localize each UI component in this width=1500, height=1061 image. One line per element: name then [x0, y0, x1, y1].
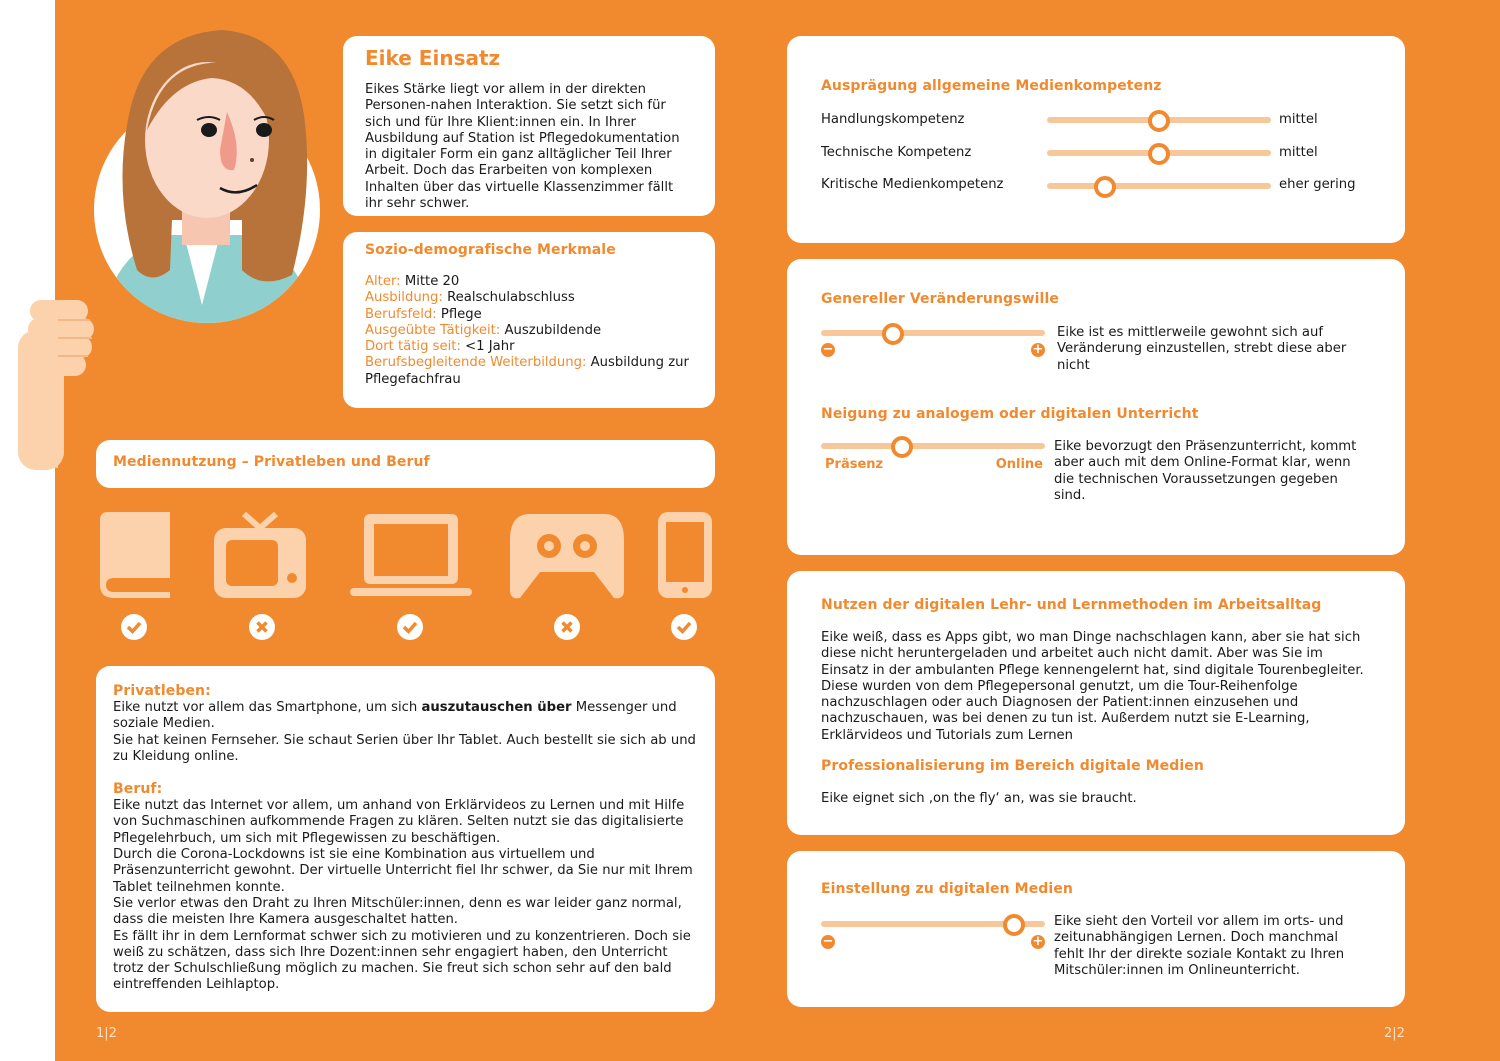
socio-list	[365, 274, 693, 388]
socio-row-activity: Ausgeübte Tätigkeit: Auszubildende	[365, 322, 602, 338]
gamepad-cross-icon	[554, 614, 580, 640]
private-text-2: Sie hat keinen Fernseher. Sie schaut Serien über Ihr Tablet. Auch bestellt sie sich ab und zu Kleidung online.	[113, 732, 696, 764]
digital-text: Eike weiß, dass es Apps gibt, wo man Dinge nachschlagen kann, aber sie hat sich diese nicht heruntergeladen und arbeitet auch nicht damit. Aber was Sie im Einsatz in der ambulanten Pflege kennengelernt hat, sind digitale Tourenbegleiter. Diese wurden von dem Pflegepersonal genutzt, um die Tour-Reihenfolge nachzuschlagen oder auch Diagnosen der Patient:innen einzusehen und nachzuschauen, was bei denen zu tun ist. Außerdem nutzt sie E-Learning, Erklärvideos und Tutorials zum Lernen	[821, 630, 1364, 743]
analog-left-label: Präsenz	[825, 457, 884, 472]
professional-text: Eike eignet sich ‚on the fly‘ an, was sie braucht.	[821, 791, 1137, 806]
socio-row-field: Berufsfeld: Pflege	[365, 306, 482, 322]
socio-row-education: Ausbildung: Realschulabschluss	[365, 290, 575, 306]
laptop-check-icon	[397, 614, 423, 640]
competence-slider-knob	[1148, 143, 1170, 165]
socio-row-since: Dort tätig seit: <1 Jahr	[365, 339, 515, 355]
page-number-right: 2|2	[1384, 1026, 1405, 1041]
analog-text: Eike bevorzugt den Präsenzunterricht, kommt aber auch mit dem Online-Format klar, wenn die technischen Voraussetzungen gegeben sind.	[1054, 439, 1357, 503]
attitude-card	[787, 851, 1405, 1007]
page-number-left: 1|2	[96, 1026, 117, 1041]
change-slider-track	[821, 330, 1045, 336]
minus-icon: −	[822, 934, 834, 949]
digital-title: Nutzen der digitalen Lehr- und Lernmethoden im Arbeitsalltag	[821, 597, 1322, 613]
book-icon	[100, 512, 172, 602]
analog-right-label: Online	[995, 457, 1043, 472]
socio-card	[343, 232, 715, 408]
hand-illustration	[18, 300, 98, 470]
change-slider-knob	[882, 323, 904, 345]
tv-icon	[212, 512, 308, 602]
attitude-text: Eike sieht den Vorteil vor allem im orts- und zeitunabhängigen Lernen. Doch manchmal fehlt Ihr der direkte soziale Kontakt zu Ihren Mitschüler:innen im Onlineunterricht.	[1054, 914, 1345, 978]
job-text-3: Sie verlor etwas den Draht zu Ihren Mitschüler:innen, denn es war leider ganz normal, dass die meisten Ihre Kamera ausgeschaltet hatten.	[113, 895, 682, 928]
job-text-1: Eike nutzt das Internet vor allem, um anhand von Erklärvideos zu Lernen und mit Hilfe von Suchmaschinen aufkommende Fragen zu klären. Selten nutzt sie das digitalisierte Pflegelehrbuch, um sich mit Pflegewissen zu beschäftigen.	[113, 798, 685, 846]
tv-cross-icon	[249, 614, 275, 640]
competence-title: Ausprägung allgemeine Medienkompetenz	[821, 78, 1162, 94]
private-title: Privatleben:	[113, 683, 211, 699]
smartphone-check-icon	[671, 614, 697, 640]
laptop-icon	[350, 512, 472, 602]
plus-icon: +	[1032, 934, 1044, 949]
competence-slider-track	[1047, 183, 1271, 189]
analog-slider-knob	[891, 436, 913, 458]
socio-row-age: Alter: Mitte 20	[365, 274, 460, 289]
gamepad-icon	[510, 510, 624, 604]
analog-slider-track	[821, 443, 1045, 449]
persona-portrait	[92, 20, 322, 325]
private-text-1: Eike nutzt vor allem das Smartphone, um sich auszutauschen über Messenger und soziale Medien.	[113, 700, 677, 732]
attitude-title: Einstellung zu digitalen Medien	[821, 881, 1073, 897]
smartphone-icon	[658, 512, 712, 602]
professional-title: Professionalisierung im Bereich digitale Medien	[821, 758, 1204, 774]
minus-icon: −	[822, 342, 834, 357]
competence-slider-knob	[1094, 176, 1116, 198]
socio-row-training: Berufsbegleitende Weiterbildung: Ausbildung zur Pflegefachfrau	[365, 355, 689, 387]
change-title: Genereller Veränderungswille	[821, 291, 1059, 307]
media-usage-header	[96, 440, 715, 488]
persona-intro-card	[343, 36, 715, 216]
job-text-4: Es fällt ihr in dem Lernformat schwer sich zu motivieren und zu konzentrieren. Doch sie weiß zu schätzen, dass sich Ihre Dozent:innen sehr engagiert haben, den Unterricht trotz der Schulschließung möglich zu machen. Sie freut sich schon sehr auf den bald eintreffenden Leihlaptop.	[113, 928, 691, 993]
change-card	[787, 259, 1405, 555]
digital-card	[787, 571, 1405, 835]
attitude-slider-knob	[1003, 914, 1025, 936]
persona-name: Eike Einsatz	[365, 46, 501, 70]
competence-card: Ausprägung allgemeine Medienkompetenz Handlungskompetenz mittel Technische Kompetenz mittel Kritische Medienkompetenz eher gering	[787, 36, 1405, 243]
socio-title: Sozio-demografische Merkmale	[365, 242, 616, 258]
book-check-icon	[121, 614, 147, 640]
media-usage-title: Mediennutzung – Privatleben und Beruf	[113, 454, 430, 470]
change-text: Eike ist es mittlerweile gewohnt sich auf Veränderung einzustellen, strebt diese aber nicht	[1057, 325, 1347, 373]
competence-slider-knob	[1148, 110, 1170, 132]
persona-intro-text: Eikes Stärke liegt vor allem in der direkten Personen-nahen Interaktion. Sie setzt sich für sich und für Ihre Klient:innen ein. In Ihrer Ausbildung auf Station ist Pflegedokumentation in digitaler Form ein ganz alltäglicher Teil Ihrer Arbeit. Doch das Erarbeiten von komplexen Inhalten über das virtuelle Klassenzimmer fällt ihr sehr schwer.	[365, 82, 680, 212]
job-title: Beruf:	[113, 781, 163, 798]
analog-title: Neigung zu analogem oder digitalen Unterricht	[821, 406, 1199, 422]
plus-icon: +	[1032, 342, 1044, 357]
usage-card	[96, 666, 715, 1012]
job-text-2: Durch die Corona-Lockdowns ist sie eine Kombination aus virtuellem und Präsenzunterricht gewohnt. Der virtuelle Unterricht fiel Ihr schwer, da Sie nur mit Ihrem Tablet teilnehmen konnte.	[113, 847, 693, 895]
